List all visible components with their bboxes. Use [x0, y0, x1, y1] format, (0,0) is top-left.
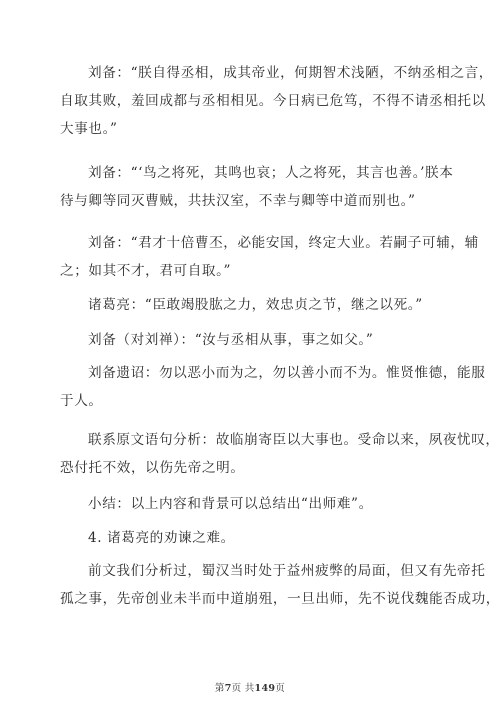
text-line: 刘备：“朕自得丞相，成其帝业，何期智术浅陋，不纳丞相之言，: [88, 65, 493, 81]
paragraph-liubei-2: [60, 159, 455, 215]
paragraph-preface: [60, 557, 500, 613]
paragraph-analysis: [60, 426, 500, 482]
paragraph-summary: [60, 490, 455, 518]
text-line: 刘备：“‘鸟之将死，其鸣也哀；人之将死，其言也善。’朕本: [88, 165, 454, 181]
text-line: 大事也。”: [60, 121, 118, 137]
text-line: 诸葛亮：“臣敢竭股肱之力，效忠贞之节，继之以死。”: [88, 297, 423, 313]
current-page-number: 7: [224, 683, 232, 694]
text-line: 前文我们分析过，蜀汉当时处于益州疲弊的局面，但又有先帝托: [88, 563, 486, 579]
text-line: 自取其败，羞回成都与丞相相见。今日病已危笃，不得不请丞相托以: [60, 93, 486, 109]
paragraph-liubei-3: [60, 229, 479, 285]
text-line: 于人。: [60, 393, 103, 409]
paragraph-liubei-1: [60, 59, 493, 143]
text-line: 待与卿等同灭曹贼，共扶汉室，不幸与卿等中道而别也。”: [60, 193, 416, 209]
text-line: 孤之事，先帝创业未半而中道崩殂，一旦出师，先不说伐魏能否成功，: [60, 591, 500, 607]
text-line: 小结：以上内容和背景可以总结出“出师难”。: [88, 496, 373, 512]
text-line: 之；如其不才，君可自取。”: [60, 263, 232, 279]
footer-suffix: 页: [275, 683, 286, 694]
section-heading-4: [60, 524, 455, 552]
text-line: 刘备遗诏：勿以恶小而为之，勿以善小而不为。惟贤惟德，能服: [88, 365, 486, 381]
page-footer: [0, 680, 500, 694]
footer-mid: 页 共: [231, 683, 255, 694]
text-line: 4. 诸葛亮的劝谏之难。: [88, 530, 235, 546]
text-line: 恐付托不效，以伤先帝之明。: [60, 460, 245, 476]
paragraph-zhugeliang: [60, 291, 455, 319]
footer-prefix: 第: [214, 683, 225, 694]
text-line: 联系原文语句分析：故临崩寄臣以大事也。受命以来，夙夜忧叹，: [88, 432, 500, 448]
paragraph-liubei-liushan: [60, 326, 455, 354]
text-line: 刘备：“君才十倍曹丕，必能安国，终定大业。若嗣子可辅，辅: [88, 235, 479, 251]
text-line: 刘备（对刘禅）：“汝与丞相从事，事之如父。”: [88, 332, 374, 348]
total-page-count: 149: [254, 683, 276, 694]
paragraph-will: [60, 359, 486, 415]
